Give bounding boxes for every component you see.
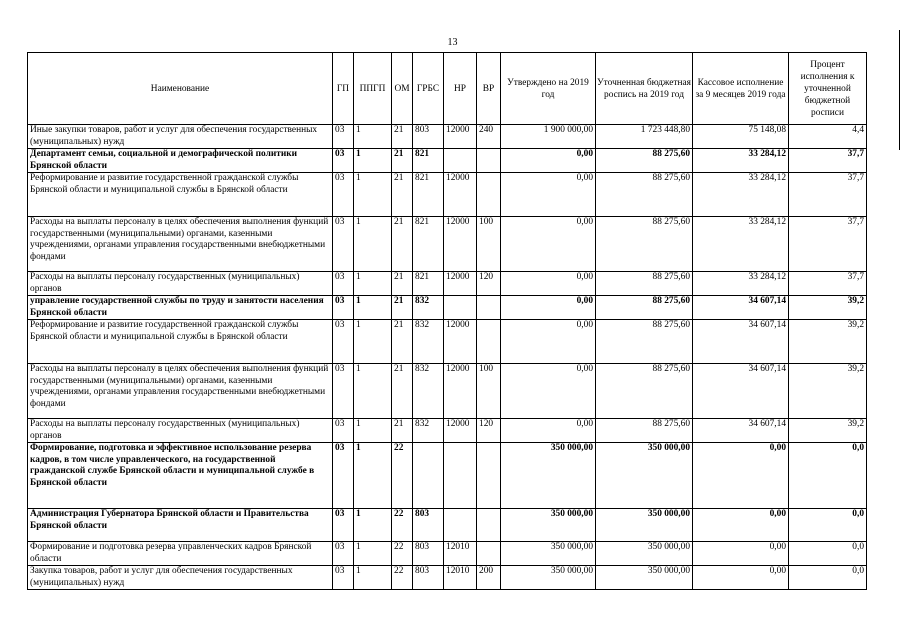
row-vr: 200: [477, 566, 501, 590]
row-ppgp: 1: [354, 272, 392, 296]
row-gp: 03: [333, 419, 354, 443]
row-percent: 0,0: [789, 566, 867, 590]
row-name: Администрация Губернатора Брянской области и Правительства Брянской области: [28, 509, 333, 542]
row-grbs: 803: [413, 509, 444, 542]
row-percent: 0,0: [789, 443, 867, 509]
row-grbs: 803: [413, 542, 444, 566]
row-refined: 88 275,60: [596, 149, 693, 173]
table-row: [28, 217, 867, 272]
row-ppgp: 1: [354, 149, 392, 173]
row-np: 12000: [444, 364, 477, 419]
header-vr: ВР: [477, 53, 501, 125]
row-ppgp: 1: [354, 320, 392, 364]
row-name: управление государственной службы по труду и занятости населения Брянской области: [28, 296, 333, 320]
row-approved: 0,00: [501, 149, 596, 173]
row-om: 21: [392, 320, 413, 364]
row-gp: 03: [333, 542, 354, 566]
row-vr: [477, 509, 501, 542]
header-approved: Утверждено на 2019 год: [501, 53, 596, 125]
row-name: Расходы на выплаты персоналу государственных (муниципальных) органов: [28, 419, 333, 443]
row-cash: 0,00: [693, 542, 789, 566]
row-ppgp: 1: [354, 566, 392, 590]
row-gp: 03: [333, 364, 354, 419]
row-cash: 34 607,14: [693, 320, 789, 364]
row-cash: 33 284,12: [693, 149, 789, 173]
row-vr: 120: [477, 419, 501, 443]
row-percent: 39,2: [789, 419, 867, 443]
row-gp: 03: [333, 320, 354, 364]
row-ppgp: 1: [354, 173, 392, 217]
row-grbs: [413, 443, 444, 509]
header-grbs: ГРБС: [413, 53, 444, 125]
row-refined: 350 000,00: [596, 509, 693, 542]
row-percent: 39,2: [789, 296, 867, 320]
row-cash: 0,00: [693, 509, 789, 542]
row-vr: [477, 296, 501, 320]
row-name: Формирование и подготовка резерва управленческих кадров Брянской области: [28, 542, 333, 566]
row-np: [444, 443, 477, 509]
row-cash: 33 284,12: [693, 217, 789, 272]
header-gp: ГП: [333, 53, 354, 125]
row-gp: 03: [333, 296, 354, 320]
row-cash: 33 284,12: [693, 173, 789, 217]
row-gp: 03: [333, 217, 354, 272]
row-np: 12010: [444, 542, 477, 566]
page-edge-line: [899, 30, 900, 150]
row-ppgp: 1: [354, 419, 392, 443]
row-np: 12000: [444, 173, 477, 217]
row-refined: 88 275,60: [596, 364, 693, 419]
header-percent: Процент исполнения к уточненной бюджетной росписи: [789, 53, 867, 125]
table-row: [28, 542, 867, 566]
row-approved: 0,00: [501, 320, 596, 364]
row-om: 22: [392, 542, 413, 566]
row-gp: 03: [333, 509, 354, 542]
row-refined: 350 000,00: [596, 566, 693, 590]
header-np: НР: [444, 53, 477, 125]
row-np: 12010: [444, 566, 477, 590]
header-ppgp: ППГП: [354, 53, 392, 125]
row-refined: 88 275,60: [596, 272, 693, 296]
row-refined: 350 000,00: [596, 542, 693, 566]
row-percent: 37,7: [789, 173, 867, 217]
row-gp: 03: [333, 125, 354, 149]
row-om: 21: [392, 125, 413, 149]
row-name: Расходы на выплаты персоналу в целях обеспечения выполнения функций государственными (муниципальными) органами, казенными учреждениями, органами управления государственными внебюджетными фондами: [28, 364, 333, 419]
row-approved: 350 000,00: [501, 542, 596, 566]
row-ppgp: 1: [354, 364, 392, 419]
row-percent: 39,2: [789, 364, 867, 419]
table-row: [28, 173, 867, 217]
row-refined: 350 000,00: [596, 443, 693, 509]
row-cash: 34 607,14: [693, 419, 789, 443]
table-row: [28, 296, 867, 320]
row-om: 21: [392, 173, 413, 217]
table-row: [28, 125, 867, 149]
table-row: [28, 149, 867, 173]
row-cash: 0,00: [693, 443, 789, 509]
row-grbs: 821: [413, 173, 444, 217]
row-om: 21: [392, 217, 413, 272]
row-vr: [477, 149, 501, 173]
row-gp: 03: [333, 173, 354, 217]
row-percent: 37,7: [789, 272, 867, 296]
row-grbs: 832: [413, 419, 444, 443]
row-np: 12000: [444, 217, 477, 272]
row-grbs: 821: [413, 272, 444, 296]
table-header: [28, 53, 867, 125]
row-grbs: 803: [413, 566, 444, 590]
row-refined: 1 723 448,80: [596, 125, 693, 149]
row-approved: 0,00: [501, 272, 596, 296]
row-vr: [477, 542, 501, 566]
row-name: Расходы на выплаты персоналу государственных (муниципальных) органов: [28, 272, 333, 296]
table-row: [28, 566, 867, 590]
row-percent: 37,7: [789, 149, 867, 173]
row-refined: 88 275,60: [596, 217, 693, 272]
row-refined: 88 275,60: [596, 296, 693, 320]
row-om: 21: [392, 296, 413, 320]
row-name: Реформирование и развитие государственной гражданской службы Брянской области и муниципальной службы в Брянской области: [28, 173, 333, 217]
row-vr: [477, 320, 501, 364]
row-percent: 39,2: [789, 320, 867, 364]
row-vr: [477, 443, 501, 509]
table-row: [28, 509, 867, 542]
row-ppgp: 1: [354, 296, 392, 320]
table-row: [28, 320, 867, 364]
table-row: [28, 443, 867, 509]
row-approved: 0,00: [501, 364, 596, 419]
row-grbs: 832: [413, 320, 444, 364]
row-np: 12000: [444, 125, 477, 149]
row-gp: 03: [333, 272, 354, 296]
row-om: 21: [392, 272, 413, 296]
row-percent: 37,7: [789, 217, 867, 272]
row-cash: 75 148,08: [693, 125, 789, 149]
table-row: [28, 364, 867, 419]
header-om: ОМ: [392, 53, 413, 125]
table-row: [28, 419, 867, 443]
row-name: Реформирование и развитие государственной гражданской службы Брянской области и муниципальной службы в Брянской области: [28, 320, 333, 364]
row-om: 21: [392, 149, 413, 173]
row-percent: 0,0: [789, 509, 867, 542]
row-om: 21: [392, 364, 413, 419]
row-ppgp: 1: [354, 125, 392, 149]
row-ppgp: 1: [354, 443, 392, 509]
row-np: [444, 296, 477, 320]
row-vr: 100: [477, 217, 501, 272]
row-om: 22: [392, 509, 413, 542]
row-name: Закупка товаров, работ и услуг для обеспечения государственных (муниципальных) нужд: [28, 566, 333, 590]
header-cash: Кассовое исполнение за 9 месяцев 2019 года: [693, 53, 789, 125]
row-vr: 100: [477, 364, 501, 419]
row-gp: 03: [333, 149, 354, 173]
row-name: Формирование, подготовка и эффективное использование резерва кадров, в том числе управленческого, на государственной гражданской службе Брянской области и муниципальной службе в Брянской области: [28, 443, 333, 509]
row-np: [444, 149, 477, 173]
row-om: 21: [392, 419, 413, 443]
budget-table: [27, 52, 867, 590]
row-name: Департамент семьи, социальной и демографической политики Брянской области: [28, 149, 333, 173]
row-refined: 88 275,60: [596, 419, 693, 443]
row-np: 12000: [444, 272, 477, 296]
table-body: [28, 125, 867, 590]
row-grbs: 832: [413, 364, 444, 419]
row-vr: [477, 173, 501, 217]
header-row: [28, 53, 867, 125]
row-approved: 1 900 000,00: [501, 125, 596, 149]
row-approved: 0,00: [501, 173, 596, 217]
row-percent: 4,4: [789, 125, 867, 149]
row-vr: 120: [477, 272, 501, 296]
row-name: Расходы на выплаты персоналу в целях обеспечения выполнения функций государственными (муниципальными) органами, казенными учреждениями, органами управления государственными внебюджетными фондами: [28, 217, 333, 272]
page-number: 13: [447, 37, 458, 48]
row-om: 22: [392, 443, 413, 509]
row-percent: 0,0: [789, 542, 867, 566]
row-om: 22: [392, 566, 413, 590]
row-vr: 240: [477, 125, 501, 149]
row-refined: 88 275,60: [596, 320, 693, 364]
row-ppgp: 1: [354, 217, 392, 272]
row-cash: 34 607,14: [693, 296, 789, 320]
row-approved: 0,00: [501, 217, 596, 272]
header-name: Наименование: [28, 53, 333, 125]
row-cash: 33 284,12: [693, 272, 789, 296]
row-name: Иные закупки товаров, работ и услуг для обеспечения государственных (муниципальных) нужд: [28, 125, 333, 149]
row-cash: 0,00: [693, 566, 789, 590]
row-approved: 0,00: [501, 296, 596, 320]
row-approved: 350 000,00: [501, 443, 596, 509]
table-row: [28, 272, 867, 296]
row-grbs: 821: [413, 149, 444, 173]
row-np: [444, 509, 477, 542]
row-approved: 350 000,00: [501, 509, 596, 542]
row-grbs: 821: [413, 217, 444, 272]
row-gp: 03: [333, 566, 354, 590]
row-ppgp: 1: [354, 509, 392, 542]
row-ppgp: 1: [354, 542, 392, 566]
row-approved: 350 000,00: [501, 566, 596, 590]
row-gp: 03: [333, 443, 354, 509]
row-refined: 88 275,60: [596, 173, 693, 217]
row-approved: 0,00: [501, 419, 596, 443]
row-np: 12000: [444, 320, 477, 364]
row-cash: 34 607,14: [693, 364, 789, 419]
header-refined: Уточненная бюджетная роспись на 2019 год: [596, 53, 693, 125]
row-grbs: 832: [413, 296, 444, 320]
row-grbs: 803: [413, 125, 444, 149]
row-np: 12000: [444, 419, 477, 443]
